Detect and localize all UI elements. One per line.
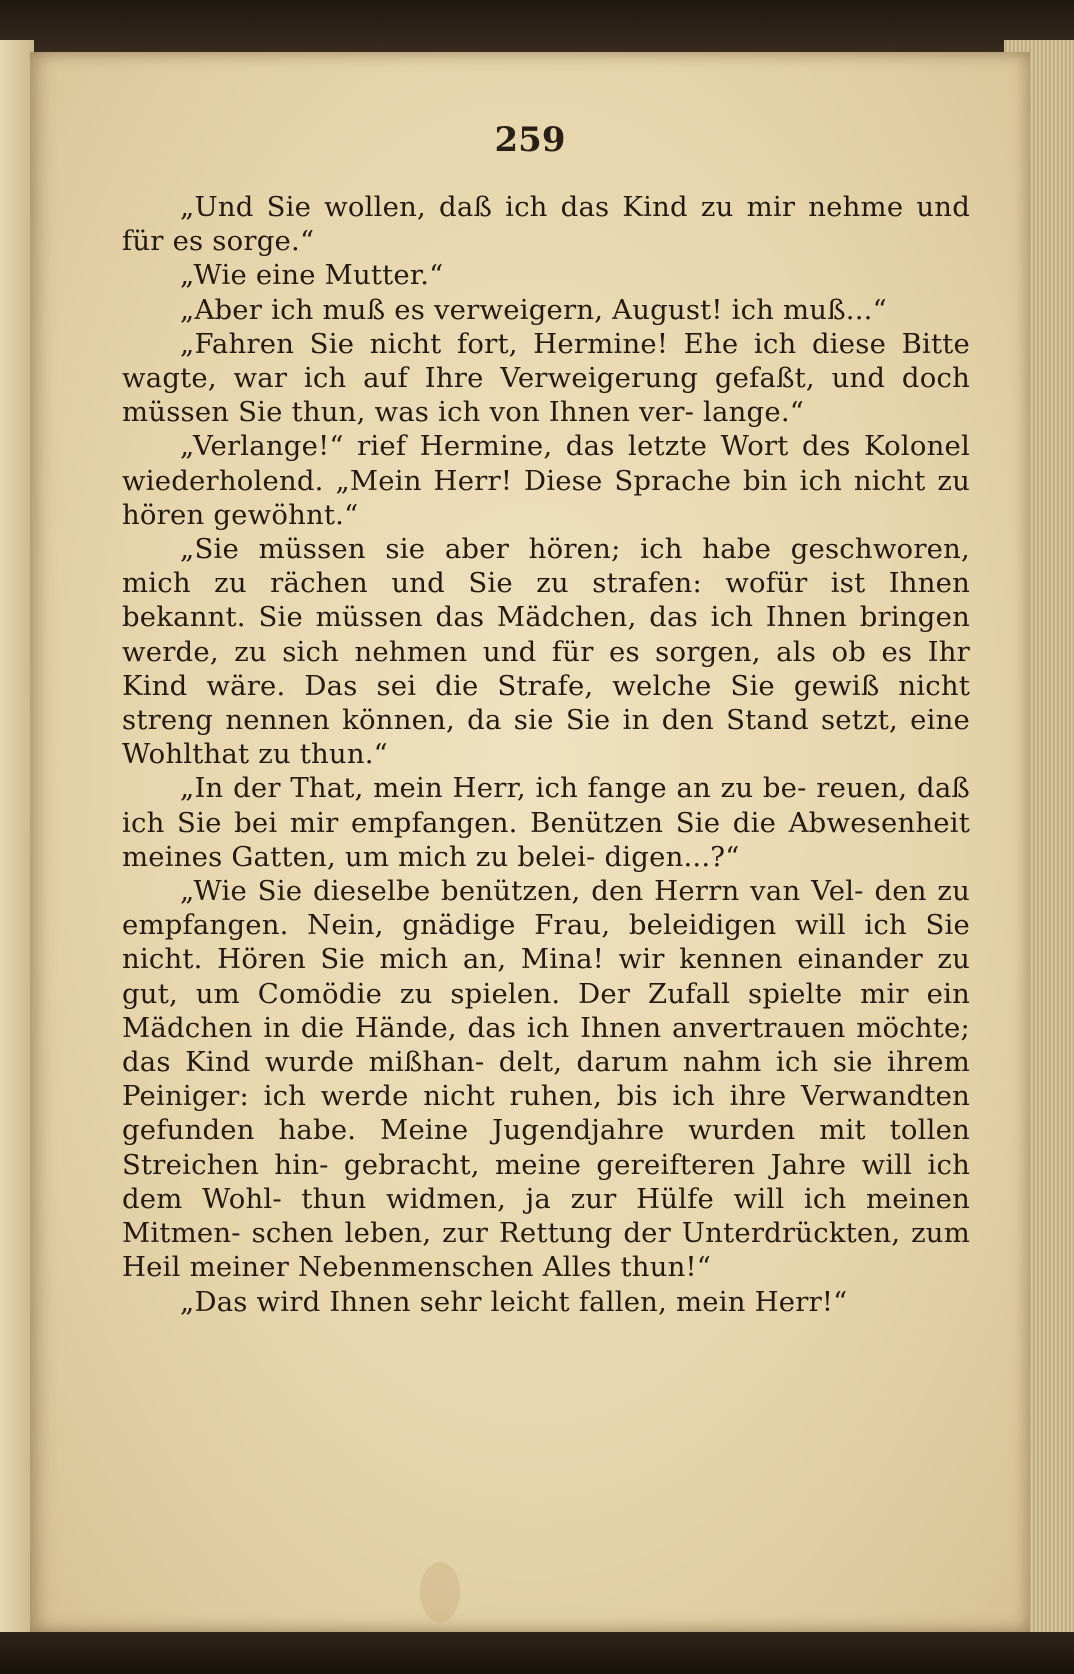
page-text [122, 190, 970, 1319]
paragraph: „Fahren Sie nicht fort, Hermine! Ehe ich diese Bitte wagte, war ich auf Ihre Verweigerung gefaßt, und doch müssen Sie thun, was ich von Ihnen ver- lange.“ [122, 327, 970, 429]
paragraph: „Verlange!“ rief Hermine, das letzte Wort des Kolonel wiederholend. „Mein Herr! Diese Sprache bin ich nicht zu hören gewöhnt.“ [122, 430, 970, 531]
book-cover-top [0, 0, 1074, 60]
paragraph: „Das wird Ihnen sehr leicht fallen, mein Herr!“ [180, 1285, 848, 1318]
previous-page-edge [0, 40, 34, 1674]
paragraph: „In der That, mein Herr, ich fange an zu be- reuen, daß ich Sie bei mir empfangen. Benützen Sie die Abwesenheit meines Gatten, um mich zu belei- digen...?“ [122, 772, 970, 873]
paragraph: „Sie müssen sie aber hören; ich habe geschworen, mich zu rächen und Sie zu strafen: wofür ist Ihnen bekannt. Sie müssen das Mädchen, das ich Ihnen bringen werde, zu sich nehmen und für es sorgen, als ob es Ihr Kind wäre. Das sei die Strafe, welche Sie gewiß nicht streng nennen können, da sie Sie in den Stand setzt, eine Wohlthat zu thun.“ [122, 533, 970, 771]
book-cover-bottom [0, 1632, 1074, 1674]
book-page [30, 52, 1030, 1632]
paragraph: „Und Sie wollen, daß ich das Kind zu mir nehme und für es sorge.“ [122, 191, 970, 258]
paragraph: „Wie eine Mutter.“ [180, 259, 444, 292]
paragraph: „Aber ich muß es verweigern, August! ich muß...“ [180, 293, 887, 326]
paragraph: „Wie Sie dieselbe benützen, den Herrn van Vel- den zu empfangen. Nein, gnädige Frau, beleidigen will ich Sie nicht. Hören Sie mich an, Mina! wir kennen einander zu gut, um Comödie zu spielen. Der Zufall spielte mir ein Mädchen in die Hände, das ich Ihnen anvertrauen möchte; das Kind wurde mißhan- delt, darum nahm ich sie ihrem Peiniger: ich werde nicht ruhen, bis ich ihre Verwandten gefunden habe. Meine Jugendjahre wurden mit tollen Streichen hin- gebracht, meine gereifteren Jahre will ich dem Wohl- thun widmen, ja zur Hülfe will ich meinen Mitmen- schen leben, zur Rettung der Unterdrückten, zum Heil meiner Nebenmenschen Alles thun!“ [122, 875, 970, 1284]
page-number: 259 [494, 120, 566, 160]
paper-stain [420, 1562, 460, 1622]
